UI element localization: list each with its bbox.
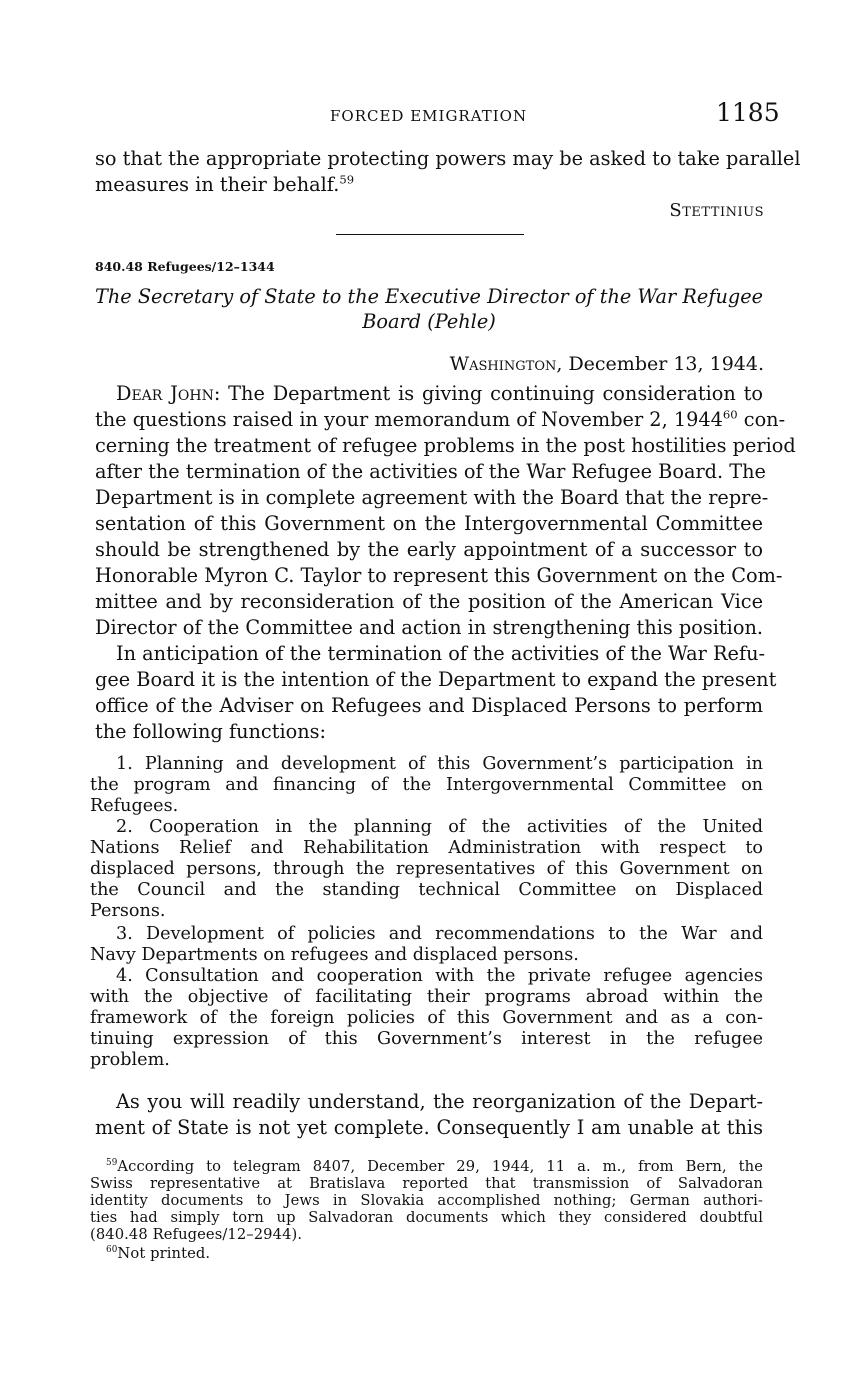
section-divider — [336, 234, 524, 235]
list-item: the Council and the standing technical Committee on Displaced — [90, 880, 763, 900]
list-item: displaced persons, through the representatives of this Government on — [90, 859, 763, 879]
body-line: In anticipation of the termination of the activities of the War Refu- — [116, 642, 766, 665]
footnote-line: (840.48 Refugees/12–2944). — [90, 1226, 303, 1243]
footnote-line — [106, 1245, 779, 1262]
page-number: 1185 — [716, 98, 780, 127]
body-text: : The Department is giving continuing consideration to — [213, 382, 763, 405]
body-line: sentation of this Government on the Intergovernmental Committee — [95, 512, 763, 535]
body-text: the questions raised in your memorandum of November 2, 1944 — [95, 408, 723, 431]
body-line: As you will readily understand, the reorganization of the Depart- — [116, 1090, 763, 1113]
body-line: Director of the Committee and action in strengthening this position. — [95, 616, 763, 639]
list-item: 3. Development of policies and recommendations to the War and — [116, 924, 763, 944]
body-text: con- — [737, 408, 786, 431]
body-line — [95, 407, 786, 431]
list-item: the program and financing of the Intergovernmental Committee on — [90, 775, 763, 795]
list-item: Navy Departments on refugees and displaced persons. — [90, 945, 579, 965]
running-head: FORCED EMIGRATION — [330, 107, 528, 125]
footnote-line — [106, 1158, 763, 1175]
list-item: with the objective of facilitating their programs abroad within the — [90, 987, 763, 1007]
dateline — [450, 353, 764, 375]
list-item: problem. — [90, 1050, 170, 1070]
footnote-mark-60: 60 — [106, 1245, 118, 1256]
footnote-mark-59: 59 — [106, 1158, 118, 1169]
footnote-line: Swiss representative at Bratislava reported that transmission of Salvadoran — [90, 1175, 763, 1192]
document-title-line: Board (Pehle) — [362, 310, 496, 333]
file-reference: 840.48 Refugees/12–1344 — [95, 259, 275, 274]
body-line: the following functions: — [95, 720, 327, 743]
body-line: ment of State is not yet complete. Consequently I am unable at this — [95, 1116, 763, 1139]
body-text: measures in their behalf. — [95, 173, 340, 196]
footnote-line: ties had simply torn up Salvadoran documents which they considered doubtful — [90, 1209, 763, 1226]
list-item: Nations Relief and Rehabilitation Administration with respect to — [90, 838, 763, 858]
list-item: 1. Planning and development of this Government’s participation in — [116, 754, 763, 774]
list-item: Refugees. — [90, 796, 179, 816]
signature: Stettinius — [669, 200, 764, 221]
list-item: 2. Cooperation in the planning of the activities of the United — [116, 817, 763, 837]
body-line — [116, 382, 763, 405]
body-line: after the termination of the activities of the War Refugee Board. The — [95, 460, 766, 483]
body-line: should be strengthened by the early appointment of a successor to — [95, 538, 763, 561]
body-line: gee Board it is the intention of the Department to expand the present — [95, 668, 777, 691]
body-line — [95, 173, 763, 196]
dateline-place: Washington — [449, 353, 557, 375]
footnote-ref-59: 59 — [339, 172, 355, 187]
list-item: 4. Consultation and cooperation with the private refugee agencies — [116, 966, 763, 986]
salutation: Dear John — [116, 382, 214, 405]
document-title-line: The Secretary of State to the Executive Director of the War Refugee — [95, 285, 764, 308]
body-line: mittee and by reconsideration of the position of the American Vice — [95, 590, 763, 613]
footnote-text: Not printed. — [117, 1245, 211, 1262]
body-line: Department is in complete agreement with the Board that the repre- — [95, 486, 769, 509]
body-line: cerning the treatment of refugee problems in the post hostilities period — [95, 434, 796, 457]
body-line: so that the appropriate protecting powers may be asked to take parallel — [95, 147, 801, 170]
list-item: tinuing expression of this Government’s interest in the refugee — [90, 1029, 763, 1049]
list-item: framework of the foreign policies of this Government and as a con- — [90, 1008, 763, 1028]
body-line: office of the Adviser on Refugees and Displaced Persons to perform — [95, 694, 763, 717]
footnote-line: identity documents to Jews in Slovakia accomplished nothing; German authori- — [90, 1192, 763, 1209]
body-line: Honorable Myron C. Taylor to represent this Government on the Com- — [95, 564, 783, 587]
dateline-date: , December 13, 1944. — [556, 353, 764, 375]
footnote-text: According to telegram 8407, December 29, 1944, 11 a. m., from Bern, the — [117, 1158, 763, 1175]
list-item: Persons. — [90, 901, 166, 921]
footnote-ref-60: 60 — [722, 407, 738, 422]
